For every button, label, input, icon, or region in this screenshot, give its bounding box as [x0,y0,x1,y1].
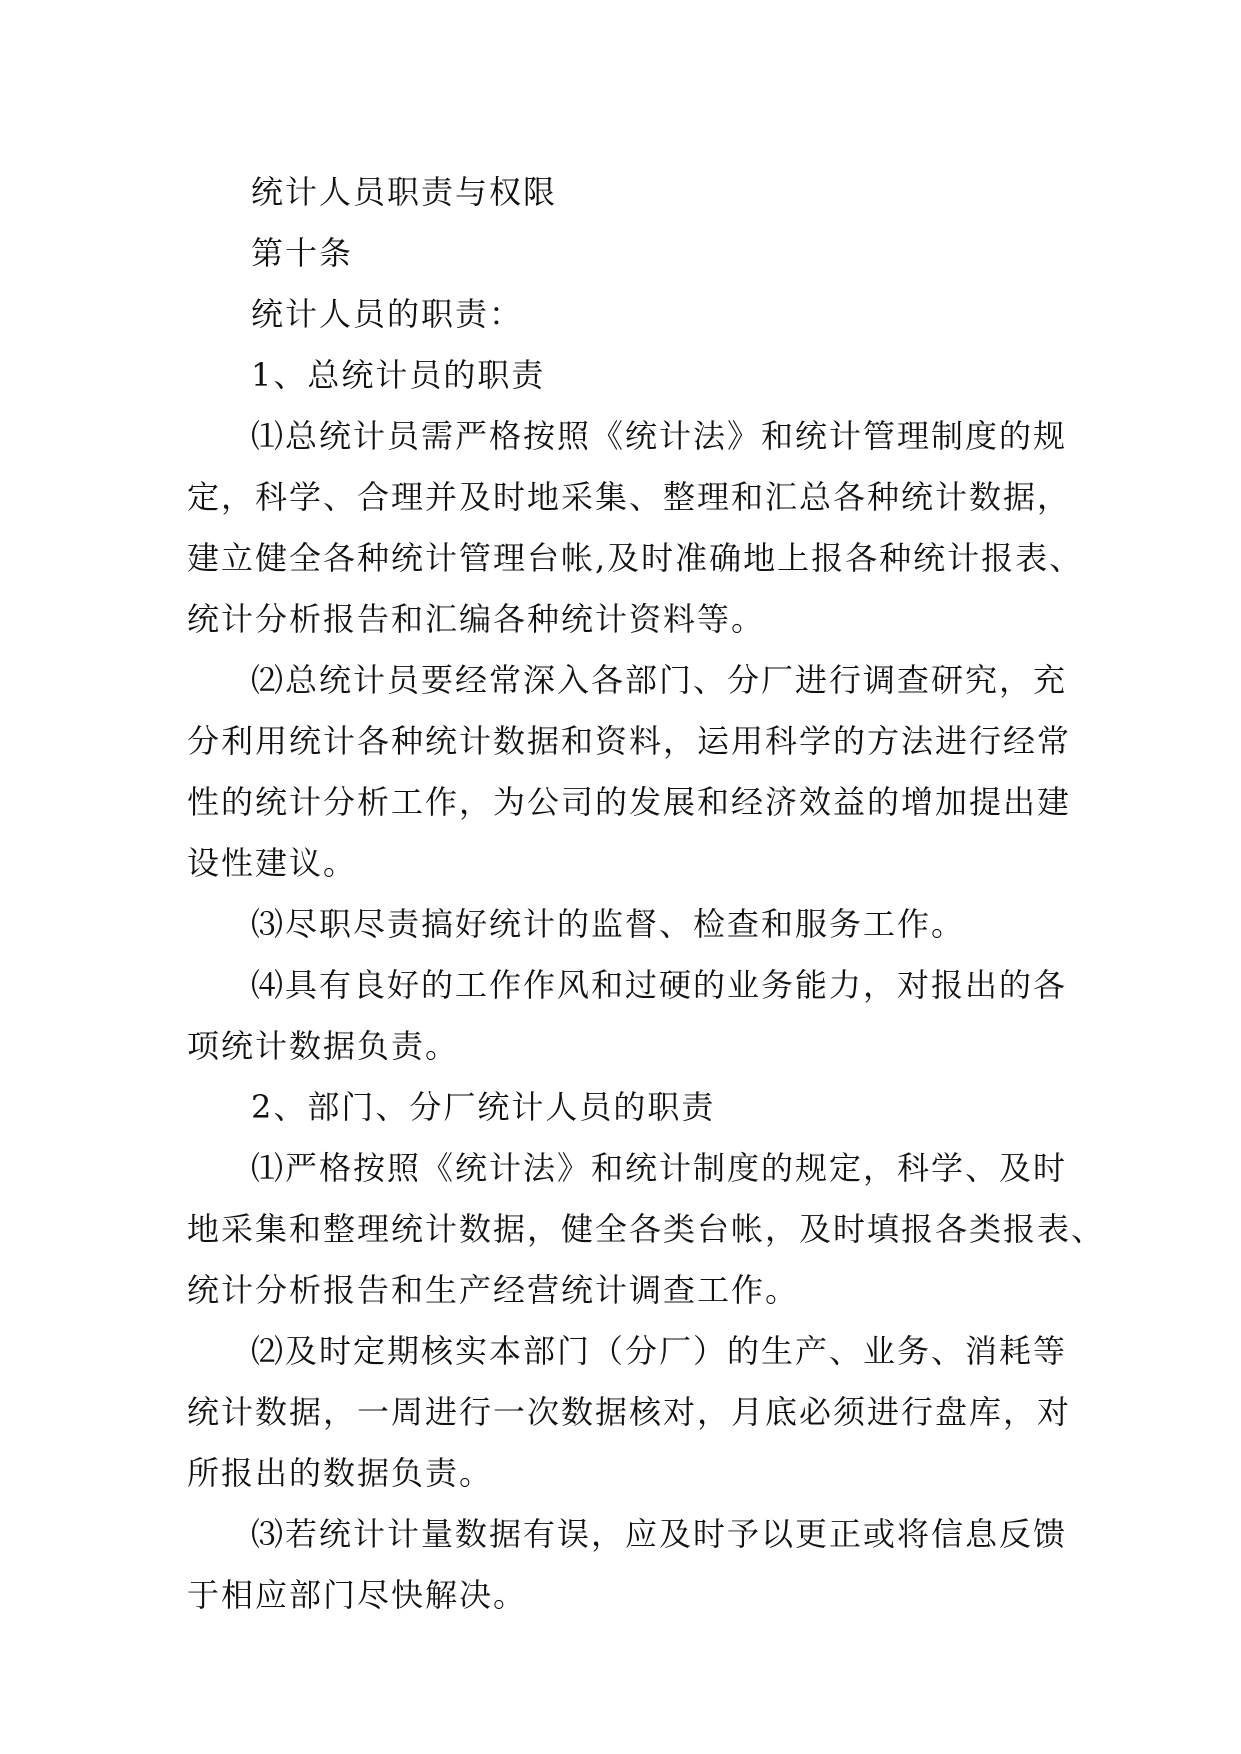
paragraph-line: 定，科学、合理并及时地采集、整理和汇总各种统计数据， [187,478,1072,516]
paragraph-line: 分利用统计各种统计数据和资料，运用科学的方法进行经常 [187,722,1072,760]
paragraph-line: 所报出的数据负责。 [187,1454,494,1492]
paragraph-line: 统计人员的职责： [251,295,524,333]
paragraph-line: 建立健全各种统计管理台帐,及时准确地上报各种统计报表、 [187,539,1084,577]
paragraph-line: ⑶尽职尽责搞好统计的监督、检查和服务工作。 [251,905,966,943]
paragraph-line: 设性建议。 [187,844,358,882]
subsection-heading: 2、部门、分厂统计人员的职责 [251,1088,716,1126]
paragraph-line: 统计分析报告和生产经营统计调查工作。 [187,1271,800,1309]
article-number: 第十条 [251,234,354,272]
paragraph-line: 性的统计分析工作，为公司的发展和经济效益的增加提出建 [187,783,1072,821]
paragraph-line: ⑴严格按照《统计法》和统计制度的规定，科学、及时 [251,1149,1068,1187]
document-body [187,162,1106,1626]
paragraph-line: 项统计数据负责。 [187,1027,460,1065]
section-heading: 统计人员职责与权限 [251,173,558,211]
subsection-heading: 1、总统计员的职责 [251,356,546,394]
paragraph-line: ⑵及时定期核实本部门（分厂）的生产、业务、消耗等 [251,1332,1068,1370]
paragraph-line: ⑴总统计员需严格按照《统计法》和统计管理制度的规 [251,417,1068,455]
paragraph-line: 统计分析报告和汇编各种统计资料等。 [187,600,766,638]
paragraph-line: ⑷具有良好的工作作风和过硬的业务能力，对报出的各 [251,966,1068,1004]
paragraph-line: ⑶若统计计量数据有误，应及时予以更正或将信息反馈 [251,1515,1068,1553]
paragraph-line: ⑵总统计员要经常深入各部门、分厂进行调查研究，充 [251,661,1068,699]
paragraph-line: 地采集和整理统计数据，健全各类台帐，及时填报各类报表、 [187,1210,1106,1248]
paragraph-line: 于相应部门尽快解决。 [187,1576,528,1614]
paragraph-line: 统计数据，一周进行一次数据核对，月底必须进行盘库，对 [187,1393,1072,1431]
